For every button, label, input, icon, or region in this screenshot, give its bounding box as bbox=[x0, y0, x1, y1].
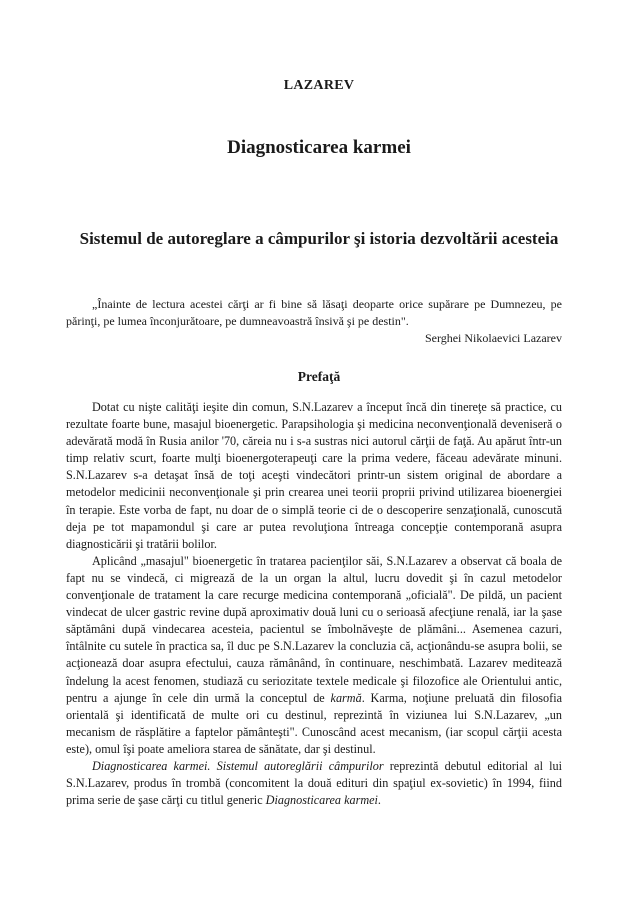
motto-block bbox=[66, 296, 562, 347]
paragraph-3-italic-series: Diagnosticarea karmei bbox=[265, 793, 378, 808]
paragraph-1: Dotat cu nişte calităţi ieşite din comun, S.N.Lazarev a început încă din tinereţe să practice, cu rezultate foarte bune, masajul bioenergetic. Parapsihologia şi medicina neconvenţională deveniseră o adevărată modă în Rusia anilor '70, căreia nu i s-a sustras nici autorul cărţii de faţă. Au apărut într-un timp relativ scurt, foarte mulţi bioenergoterapeuţi care la prima vedere, făceau adevărate minuni. S.N.Lazarev s-a detaşat însă de toţi aceşti vindecători printr-un sistem original de abordare a metodelor medicinii neconvenţionale şi prin crearea unei teorii proprii privind utilizarea bioenergiei în terapie. Este vorba de fapt, nu doar de o simplă teorie ci de o descoperire senzaţională, cunoscută deja pe tot mapamondul şi care ar putea revoluţiona întreaga concepţie contemporană asupra diagnosticării şi tratării bolilor. bbox=[66, 400, 562, 551]
paragraph-3 bbox=[66, 758, 562, 809]
paragraph-3-end: . bbox=[377, 793, 381, 808]
book-subtitle: Sistemul de autoreglare a câmpurilor şi istoria dezvoltării acesteia bbox=[79, 229, 559, 248]
author-header: LAZAREV bbox=[283, 78, 355, 93]
paragraph-2-text-b: . Karma, noţiune preluată din filosofia orientală şi identificată de multe ori cu destinul, reprezintă în viziunea lui S.N.Lazarev, „un mecanism de răsplătire a faptelor pământeşti". Cunoscând acest mecanism, (iar scopul cărţii acesta este), omul îşi poate ameliora starea de sănătate, dar şi destinul. bbox=[66, 690, 562, 756]
motto-text: „Înainte de lectura acestei cărţi ar fi bine să lăsaţi deoparte orice supărare pe Dumnezeu, pe părinţi, pe lumea înconjurătoare, pe dumneavoastră însivă şi pe destin". bbox=[66, 297, 562, 328]
motto-signature: Serghei Nikolaevici Lazarev bbox=[424, 331, 562, 345]
paragraph-2 bbox=[66, 553, 562, 758]
book-title: Diagnosticarea karmei bbox=[227, 137, 411, 158]
paragraph-3-text: reprezintă debutul editorial al lui S.N.Lazarev, produs în trombă (concomitent la două edituri din spaţiul ex-sovietic) în 1994, fiind prima serie de şase cărţi cu titlul generic bbox=[66, 758, 562, 808]
paragraph-2-text-a: Aplicând „masajul" bioenergetic în tratarea pacienţilor săi, S.N.Lazarev a observat că boala de fapt nu se vindecă, ci migrează de la un organ la altul, lucru dovedit şi în cazul metodelor convenţionale de tratament la care recurge medicina contemporană „oficială". De pildă, un pacient vindecat de ulcer gastric revine după aproximativ două luni cu o serioasă afecţiune renală, iar la şase săptămâni după vindecarea acesteia, pacientul se îmbolnăveşte de plămâni... Asemenea cazuri, întâlnite cu sutele în practica sa, îl duc pe S.N.Lazarev la concluzia că, acţionându-se asupra bolii, se acţionează doar asupra efectului, cauza rămânând, în continuare, neschimbată. Lazarev meditează îndelung la acest fenomen, studiază cu seriozitate textele medicale şi filozofice ale Orientului antic, pentru a ajunge în cele din urmă la conceptul de bbox=[66, 553, 562, 705]
preface-body bbox=[66, 399, 562, 809]
paragraph-2-italic: karmă bbox=[330, 690, 362, 705]
preface-title: Prefaţă bbox=[297, 369, 341, 384]
paragraph-3-italic-title: Diagnosticarea karmei. Sistemul autoreglării câmpurilor bbox=[92, 758, 384, 773]
